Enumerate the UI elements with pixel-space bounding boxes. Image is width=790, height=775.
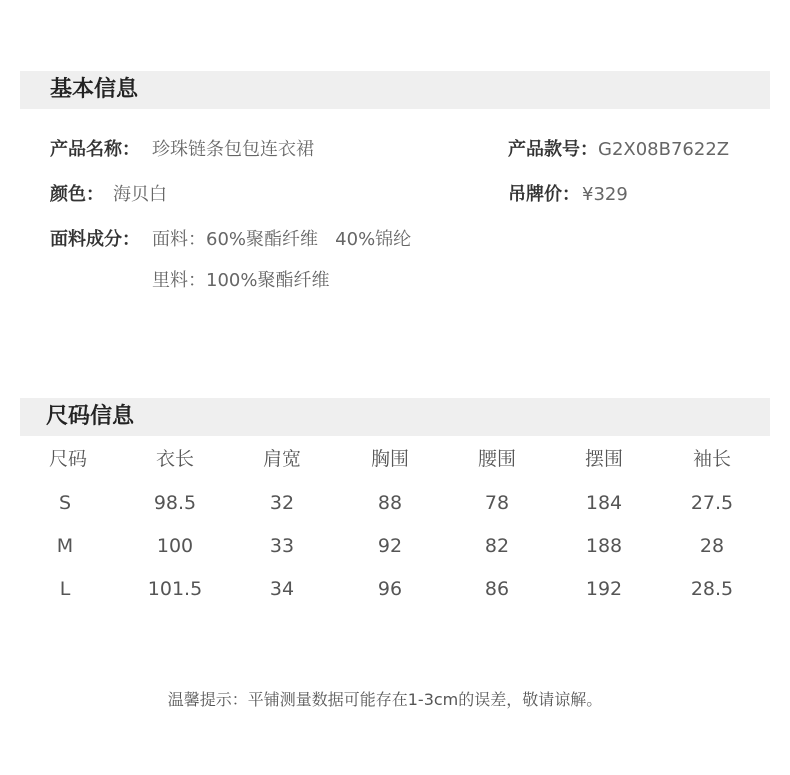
bust-cell: 88 <box>377 492 403 514</box>
color-value: 海贝白 <box>113 184 167 205</box>
sleeve-cell: 28.5 <box>690 578 734 600</box>
hem-cell: 184 <box>585 492 623 514</box>
size-cell: S <box>58 492 72 514</box>
color-label: 颜色： <box>50 184 104 205</box>
hem-cell: 188 <box>585 535 623 557</box>
table-row <box>20 537 770 580</box>
fabric-lining-value: 里料：100%聚酯纤维 <box>152 270 330 291</box>
length-cell: 98.5 <box>153 492 197 514</box>
product-name-label: 产品名称： <box>50 139 140 160</box>
shoulder-cell: 34 <box>269 578 295 600</box>
waist-cell: 82 <box>484 535 510 557</box>
bust-cell: 92 <box>377 535 403 557</box>
size-info-title: 尺码信息 <box>46 404 135 429</box>
hem-cell: 192 <box>585 578 623 600</box>
size-cell: M <box>56 535 74 557</box>
length-cell: 101.5 <box>147 578 203 600</box>
size-cell: L <box>59 578 71 600</box>
fabric-outer-value: 面料：60%聚酯纤维 40%锦纶 <box>152 229 412 250</box>
bust-cell: 96 <box>377 578 403 600</box>
shoulder-cell: 33 <box>269 535 295 557</box>
header-hem: 摆围 <box>584 448 623 470</box>
header-bust: 胸围 <box>370 448 409 470</box>
waist-cell: 86 <box>484 578 510 600</box>
table-row <box>20 494 770 537</box>
price-value: ¥329 <box>582 184 628 205</box>
shoulder-cell: 32 <box>269 492 295 514</box>
product-code-label: 产品款号： <box>508 139 598 160</box>
product-name-value: 珍珠链条包包连衣裙 <box>152 139 314 160</box>
header-waist: 腰围 <box>477 448 516 470</box>
table-row <box>20 580 770 623</box>
basic-info-title: 基本信息 <box>50 77 139 102</box>
size-table <box>20 450 770 623</box>
sleeve-cell: 28 <box>699 535 725 557</box>
header-sleeve: 袖长 <box>692 448 731 470</box>
product-code-value: G2X08B7622Z <box>598 139 730 160</box>
size-table-header <box>20 450 770 494</box>
length-cell: 100 <box>156 535 194 557</box>
waist-cell: 78 <box>484 492 510 514</box>
fabric-label: 面料成分： <box>50 229 140 250</box>
measurement-note: 温馨提示：平铺测量数据可能存在1-3cm的误差，敬请谅解。 <box>167 690 603 709</box>
header-size: 尺码 <box>48 448 87 470</box>
header-shoulder: 肩宽 <box>262 448 301 470</box>
sleeve-cell: 27.5 <box>690 492 734 514</box>
price-label: 吊牌价： <box>508 184 580 205</box>
header-length: 衣长 <box>155 448 194 470</box>
